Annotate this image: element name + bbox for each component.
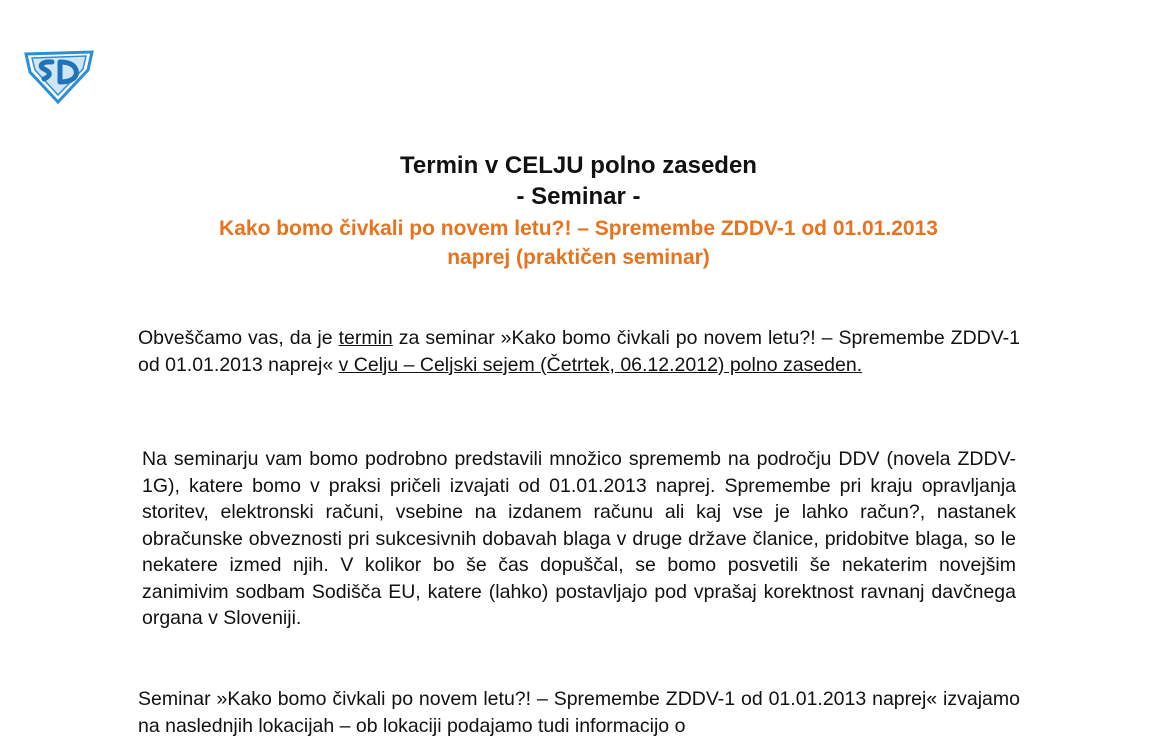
locations-paragraph: Seminar »Kako bomo čivkali po novem letu?! – Spremembe ZDDV-1 od 01.01.2013 naprej« izvajamo na naslednjih lokacijah – ob lokaciji podajamo tudi informacijo o (138, 688, 1020, 737)
page-title-seminar: - Seminar - (516, 183, 641, 210)
announcement-paragraph (138, 325, 1020, 378)
announcement-text-middle: za seminar »Kako bomo čivkali po novem letu?! – Spremembe ZDDV-1 od 01.01.2013 naprej« (138, 327, 1020, 376)
seminar-subtitle (0, 214, 1157, 272)
page-title: Termin v CELJU polno zaseden (400, 152, 757, 179)
seminar-subtitle-line2: naprej (praktičen seminar) (447, 246, 710, 269)
announcement-text-start: Obveščamo vas, da je (138, 327, 339, 349)
celje-location-link[interactable]: v Celju – Celjski sejem (Četrtek, 06.12.2012) polno zaseden. (338, 353, 863, 376)
seminar-subtitle-line1: Kako bomo čivkali po novem letu?! – Spremembe ZDDV-1 od 01.01.2013 (219, 217, 938, 240)
sd-shield-logo-icon (22, 48, 96, 104)
seminar-description-paragraph: Na seminarju vam bomo podrobno predstavili množico sprememb na področju DDV (novela ZDDV-1G), katere bomo v praksi pričeli izvajati od 01.01.2013 naprej. Spremembe pri kraju opravljanja storitev, elektronski računi, vsebine na izdanem računu ali kaj vse je lahko račun?, nastanek obračunske obveznosti pri sukcesivnih dobavah blaga v druge države članice, pridobitve blaga, so le nekatere izmed njih. V kolikor bo še čas dopuščal, se bomo posvetili še nekaterim novejšim zanimivim sodbam Sodišča EU, katere (lahko) postavljajo pod vprašaj korektnost ravnanj davčnega organa v Sloveniji. (142, 448, 1016, 629)
title-block (0, 150, 1157, 272)
termin-link[interactable]: termin (338, 327, 393, 349)
